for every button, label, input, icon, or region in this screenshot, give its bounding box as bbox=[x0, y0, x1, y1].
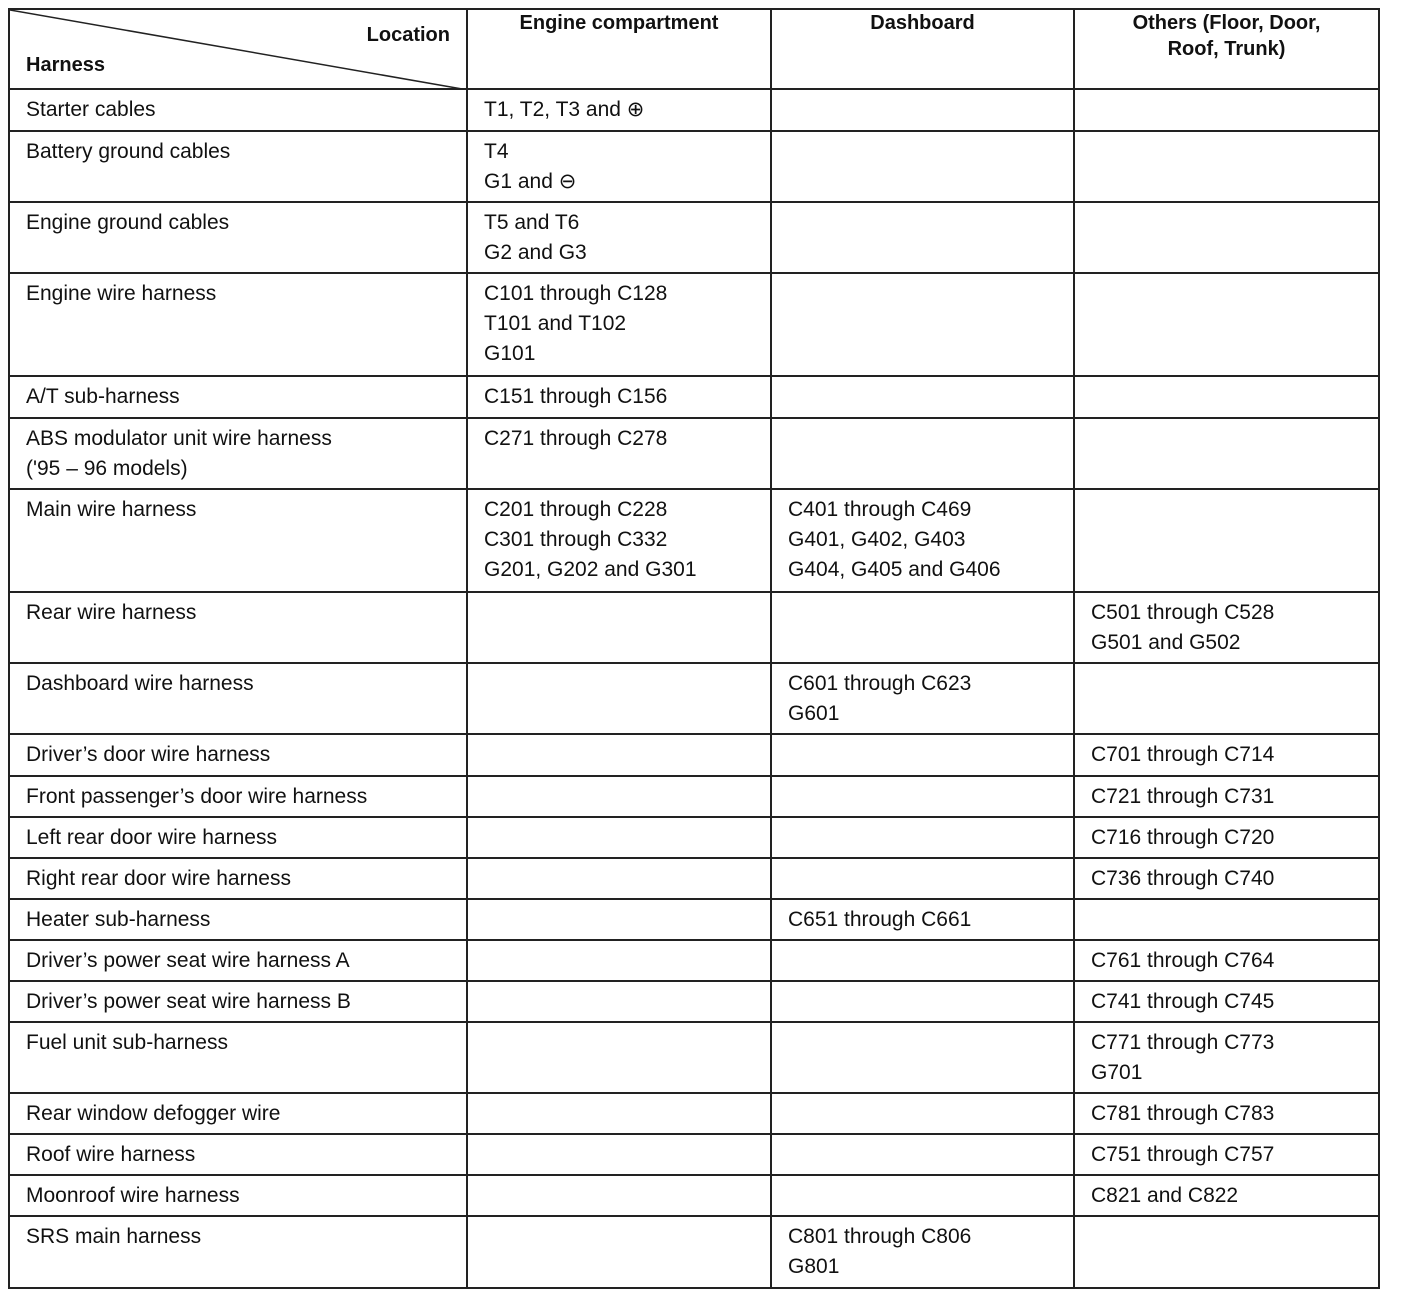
harness-cell bbox=[9, 202, 467, 273]
engine-cell-line: G101 bbox=[484, 342, 536, 365]
engine-cell bbox=[467, 981, 771, 1022]
corner-header-cell bbox=[9, 9, 467, 89]
table-row bbox=[9, 131, 1379, 202]
others-cell bbox=[1074, 776, 1379, 817]
table-row bbox=[9, 273, 1379, 376]
harness-cell-line: ('95 – 96 models) bbox=[26, 457, 188, 480]
engine-cell bbox=[467, 817, 771, 858]
engine-cell bbox=[467, 899, 771, 940]
others-cell bbox=[1074, 418, 1379, 489]
engine-cell-line: T5 and T6 bbox=[484, 211, 580, 234]
engine-cell-line: T4 bbox=[484, 140, 509, 163]
engine-cell bbox=[467, 131, 771, 202]
others-cell bbox=[1074, 489, 1379, 592]
dashboard-cell-line: C401 through C469 bbox=[788, 498, 972, 521]
others-cell bbox=[1074, 663, 1379, 734]
harness-cell bbox=[9, 981, 467, 1022]
harness-cell bbox=[9, 1216, 467, 1288]
table-row bbox=[9, 1175, 1379, 1216]
harness-cell-line: SRS main harness bbox=[26, 1225, 202, 1248]
column-header-others-label: Others (Floor, Door, Roof, Trunk) bbox=[1132, 12, 1321, 60]
others-cell-line: C751 through C757 bbox=[1091, 1143, 1275, 1166]
others-cell bbox=[1074, 981, 1379, 1022]
dashboard-cell bbox=[771, 202, 1074, 273]
harness-cell bbox=[9, 858, 467, 899]
others-cell-line: C781 through C783 bbox=[1091, 1102, 1275, 1125]
dashboard-cell bbox=[771, 1134, 1074, 1175]
harness-cell-line: Main wire harness bbox=[26, 498, 197, 521]
others-cell-line: C716 through C720 bbox=[1091, 826, 1275, 849]
table-row bbox=[9, 1022, 1379, 1093]
others-cell bbox=[1074, 131, 1379, 202]
table-row bbox=[9, 376, 1379, 418]
others-cell-line: G701 bbox=[1091, 1061, 1143, 1084]
others-cell-line: C741 through C745 bbox=[1091, 990, 1275, 1013]
harness-cell bbox=[9, 131, 467, 202]
engine-cell-line: C101 through C128 bbox=[484, 282, 668, 305]
harness-cell bbox=[9, 592, 467, 663]
harness-cell bbox=[9, 940, 467, 981]
harness-cell-line: Fuel unit sub-harness bbox=[26, 1031, 228, 1054]
harness-cell-line: A/T sub-harness bbox=[26, 385, 180, 408]
harness-cell-line: Driver’s door wire harness bbox=[26, 743, 271, 766]
engine-cell bbox=[467, 663, 771, 734]
dashboard-cell bbox=[771, 899, 1074, 940]
table-row bbox=[9, 899, 1379, 940]
harness-cell-line: Moonroof wire harness bbox=[26, 1184, 240, 1207]
harness-cell bbox=[9, 663, 467, 734]
harness-cell bbox=[9, 418, 467, 489]
engine-cell-line: G1 and ⊖ bbox=[484, 170, 577, 193]
harness-cell bbox=[9, 1093, 467, 1134]
engine-cell-line: C151 through C156 bbox=[484, 385, 668, 408]
engine-cell bbox=[467, 734, 771, 776]
dashboard-cell-line: C601 through C623 bbox=[788, 672, 972, 695]
dashboard-cell bbox=[771, 981, 1074, 1022]
harness-cell-line: Rear window defogger wire bbox=[26, 1102, 281, 1125]
engine-cell-line: C301 through C332 bbox=[484, 528, 668, 551]
harness-cell bbox=[9, 1022, 467, 1093]
engine-cell bbox=[467, 592, 771, 663]
table-row bbox=[9, 663, 1379, 734]
harness-cell bbox=[9, 899, 467, 940]
harness-cell-line: ABS modulator unit wire harness bbox=[26, 427, 332, 450]
engine-cell bbox=[467, 776, 771, 817]
table-row bbox=[9, 489, 1379, 592]
dashboard-cell bbox=[771, 858, 1074, 899]
others-cell bbox=[1074, 202, 1379, 273]
column-header-engine: Engine compartment bbox=[467, 9, 771, 89]
others-cell bbox=[1074, 1022, 1379, 1093]
others-cell-line: G501 and G502 bbox=[1091, 631, 1241, 654]
engine-cell bbox=[467, 376, 771, 418]
engine-cell bbox=[467, 418, 771, 489]
others-cell bbox=[1074, 592, 1379, 663]
table-row bbox=[9, 592, 1379, 663]
dashboard-cell-line: C801 through C806 bbox=[788, 1225, 972, 1248]
dashboard-cell bbox=[771, 1093, 1074, 1134]
engine-cell-line: C271 through C278 bbox=[484, 427, 668, 450]
dashboard-cell-line: G601 bbox=[788, 702, 840, 725]
engine-cell-line: G201, G202 and G301 bbox=[484, 558, 697, 581]
table-row bbox=[9, 734, 1379, 776]
harness-cell bbox=[9, 376, 467, 418]
harness-cell bbox=[9, 776, 467, 817]
table-row bbox=[9, 776, 1379, 817]
engine-cell-line: G2 and G3 bbox=[484, 241, 587, 264]
dashboard-cell bbox=[771, 776, 1074, 817]
engine-cell-line: C201 through C228 bbox=[484, 498, 668, 521]
harness-cell-line: Engine wire harness bbox=[26, 282, 217, 305]
others-cell bbox=[1074, 899, 1379, 940]
others-cell-line: C761 through C764 bbox=[1091, 949, 1275, 972]
dashboard-cell bbox=[771, 1175, 1074, 1216]
others-cell-line: C501 through C528 bbox=[1091, 601, 1275, 624]
dashboard-cell bbox=[771, 734, 1074, 776]
table-row bbox=[9, 981, 1379, 1022]
column-header-others bbox=[1074, 9, 1379, 89]
table-row bbox=[9, 858, 1379, 899]
dashboard-cell-line: G801 bbox=[788, 1255, 840, 1278]
location-label: Location bbox=[366, 24, 450, 46]
table-row bbox=[9, 418, 1379, 489]
others-cell bbox=[1074, 858, 1379, 899]
table-row bbox=[9, 89, 1379, 131]
harness-cell bbox=[9, 734, 467, 776]
harness-cell bbox=[9, 273, 467, 376]
engine-cell-line: T1, T2, T3 and ⊕ bbox=[484, 98, 645, 121]
dashboard-cell bbox=[771, 376, 1074, 418]
others-cell bbox=[1074, 1134, 1379, 1175]
dashboard-cell-line: G401, G402, G403 bbox=[788, 528, 966, 551]
dashboard-cell bbox=[771, 89, 1074, 131]
harness-cell-line: Starter cables bbox=[26, 98, 156, 121]
harness-cell-line: Driver’s power seat wire harness A bbox=[26, 949, 350, 972]
engine-cell bbox=[467, 1022, 771, 1093]
harness-cell bbox=[9, 817, 467, 858]
column-header-dashboard: Dashboard bbox=[771, 9, 1074, 89]
others-cell bbox=[1074, 1216, 1379, 1288]
others-cell bbox=[1074, 734, 1379, 776]
dashboard-cell-line: C651 through C661 bbox=[788, 908, 972, 931]
others-cell-line: C771 through C773 bbox=[1091, 1031, 1275, 1054]
harness-cell-line: Front passenger’s door wire harness bbox=[26, 785, 368, 808]
harness-cell-line: Driver’s power seat wire harness B bbox=[26, 990, 351, 1013]
others-cell-line: C721 through C731 bbox=[1091, 785, 1275, 808]
table-row bbox=[9, 1134, 1379, 1175]
dashboard-cell bbox=[771, 418, 1074, 489]
table-row bbox=[9, 817, 1379, 858]
engine-cell bbox=[467, 89, 771, 131]
harness-cell-line: Dashboard wire harness bbox=[26, 672, 254, 695]
harness-cell-line: Left rear door wire harness bbox=[26, 826, 277, 849]
harness-cell-line: Battery ground cables bbox=[26, 140, 231, 163]
harness-cell-line: Heater sub-harness bbox=[26, 908, 211, 931]
harness-location-table bbox=[8, 8, 1380, 1289]
dashboard-cell bbox=[771, 1216, 1074, 1288]
harness-cell-line: Roof wire harness bbox=[26, 1143, 196, 1166]
harness-cell-line: Right rear door wire harness bbox=[26, 867, 291, 890]
engine-cell bbox=[467, 202, 771, 273]
engine-cell bbox=[467, 1134, 771, 1175]
engine-cell bbox=[467, 1216, 771, 1288]
others-cell bbox=[1074, 1175, 1379, 1216]
others-cell-line: C736 through C740 bbox=[1091, 867, 1275, 890]
harness-cell bbox=[9, 89, 467, 131]
harness-cell-line: Engine ground cables bbox=[26, 211, 230, 234]
engine-cell bbox=[467, 858, 771, 899]
others-cell-line: C821 and C822 bbox=[1091, 1184, 1239, 1207]
harness-cell bbox=[9, 1134, 467, 1175]
dashboard-cell bbox=[771, 131, 1074, 202]
dashboard-cell bbox=[771, 817, 1074, 858]
table-row bbox=[9, 1216, 1379, 1288]
harness-cell bbox=[9, 1175, 467, 1216]
engine-cell bbox=[467, 273, 771, 376]
others-cell bbox=[1074, 376, 1379, 418]
dashboard-cell-line: G404, G405 and G406 bbox=[788, 558, 1001, 581]
dashboard-cell bbox=[771, 489, 1074, 592]
engine-cell bbox=[467, 1175, 771, 1216]
table-row bbox=[9, 202, 1379, 273]
engine-cell bbox=[467, 1093, 771, 1134]
others-cell bbox=[1074, 273, 1379, 376]
engine-cell bbox=[467, 489, 771, 592]
engine-cell bbox=[467, 940, 771, 981]
others-cell bbox=[1074, 1093, 1379, 1134]
others-cell bbox=[1074, 817, 1379, 858]
table-row bbox=[9, 940, 1379, 981]
others-cell-line: C701 through C714 bbox=[1091, 743, 1275, 766]
dashboard-cell bbox=[771, 1022, 1074, 1093]
dashboard-cell bbox=[771, 592, 1074, 663]
dashboard-cell bbox=[771, 663, 1074, 734]
header-row bbox=[9, 9, 1379, 89]
dashboard-cell bbox=[771, 940, 1074, 981]
harness-label: Harness bbox=[26, 54, 105, 76]
harness-cell-line: Rear wire harness bbox=[26, 601, 197, 624]
table-row bbox=[9, 1093, 1379, 1134]
dashboard-cell bbox=[771, 273, 1074, 376]
others-cell bbox=[1074, 940, 1379, 981]
harness-cell bbox=[9, 489, 467, 592]
others-cell bbox=[1074, 89, 1379, 131]
engine-cell-line: T101 and T102 bbox=[484, 312, 627, 335]
